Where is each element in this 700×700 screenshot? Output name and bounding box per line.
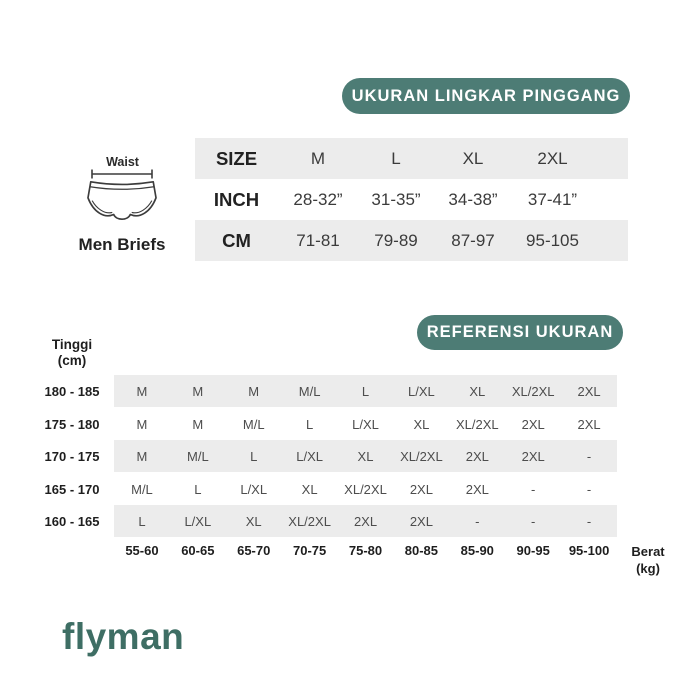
waist-size-table (195, 138, 628, 261)
reference-row-cells (114, 440, 617, 472)
reference-cell: - (531, 481, 536, 497)
size-table-cell: 87-97 (451, 230, 495, 250)
reference-cell: L/XL (352, 416, 379, 432)
size-table-cell: 2XL (537, 148, 568, 168)
size-table-row-header: CM (222, 229, 251, 251)
reference-cell: L (138, 513, 146, 529)
reference-cell: XL/2XL (455, 416, 499, 432)
reference-row (30, 440, 675, 472)
size-table-cell: 34-38” (448, 189, 498, 209)
waist-measure-label: Waist (106, 155, 139, 169)
weight-label: 60-65 (181, 543, 215, 558)
reference-cell: M/L (131, 481, 153, 497)
reference-cell: M (248, 383, 260, 399)
reference-cell: - (586, 513, 592, 529)
weight-label: 55-60 (125, 543, 159, 558)
size-table-cell: 31-35” (371, 189, 421, 209)
reference-cell: - (586, 481, 592, 497)
reference-section-badge-label: REFERENSI UKURAN (426, 323, 614, 341)
size-table-cell: 37-41” (527, 189, 578, 209)
reference-cell: XL/2XL (400, 448, 443, 464)
reference-cell: - (586, 448, 592, 464)
reference-cell: L/XL (240, 481, 268, 497)
weight-label: 85-90 (460, 543, 494, 558)
reference-cell: M (192, 383, 204, 399)
size-table-row-header: SIZE (215, 147, 258, 169)
reference-row-cells (114, 505, 617, 537)
reference-row-cells (114, 375, 617, 407)
height-axis-label (30, 337, 114, 369)
reference-cell: 2XL (577, 383, 601, 399)
reference-cell: L/XL (296, 448, 323, 464)
reference-cell: XL (245, 513, 262, 529)
weight-label: 70-75 (292, 543, 327, 558)
reference-cell: 2XL (353, 513, 378, 529)
reference-cell: M (192, 416, 204, 432)
reference-cell: L (194, 481, 202, 497)
height-axis-label-line2: (cm) (57, 353, 87, 368)
weight-label: 75-80 (348, 543, 383, 558)
size-table-cell: 71-81 (296, 230, 340, 250)
size-table-row-inch (195, 179, 628, 220)
weight-label: 80-85 (404, 543, 439, 558)
reference-row-height-label: 170 - 175 (44, 448, 100, 464)
reference-cell: 2XL (521, 448, 545, 464)
reference-row (30, 473, 675, 505)
reference-cell: L (306, 416, 314, 432)
reference-cell: M/L (242, 416, 265, 432)
reference-row-height-label: 160 - 165 (44, 513, 100, 529)
reference-cell: 2XL (465, 481, 489, 497)
reference-cell: XL (357, 448, 374, 464)
reference-cell: M (136, 448, 148, 464)
size-table-cell: 79-89 (374, 230, 418, 250)
reference-row (30, 505, 675, 537)
reference-cell: L (361, 383, 370, 399)
reference-cell: L/XL (408, 383, 435, 399)
reference-cell: XL/2XL (288, 513, 331, 529)
reference-cell: XL/2XL (511, 383, 555, 399)
reference-section-badge (417, 315, 623, 350)
height-axis-label-line1: Tinggi (51, 337, 93, 352)
reference-cell: 2XL (409, 481, 433, 497)
reference-row-cells (114, 473, 617, 505)
reference-cell: 2XL (465, 448, 489, 464)
size-table-cell: L (391, 148, 401, 168)
reference-cell: XL (301, 481, 318, 497)
weight-axis-row (30, 543, 700, 577)
reference-row (30, 375, 675, 407)
weight-label: 95-100 (568, 543, 610, 558)
reference-cell: M (136, 383, 148, 399)
reference-row (30, 408, 675, 440)
reference-cell: M (136, 416, 148, 432)
size-table-cell: 95-105 (526, 230, 579, 250)
reference-row-height-label: 175 - 180 (44, 416, 100, 432)
waist-section-badge-label: UKURAN LINGKAR PINGGANG (351, 86, 621, 105)
size-table-row-cm (195, 220, 628, 261)
weight-label: 90-95 (516, 543, 550, 558)
size-table-row-header: INCH (213, 188, 260, 210)
size-table-cell: 28-32” (293, 189, 343, 209)
reference-cell: 2XL (409, 513, 433, 529)
size-table-cell: M (310, 148, 326, 168)
reference-cell: XL (469, 383, 486, 399)
reference-cell: L (250, 448, 258, 464)
reference-row-height-label: 165 - 170 (44, 481, 100, 497)
size-table-cell: XL (462, 148, 484, 168)
waist-section-badge (342, 78, 630, 114)
weight-axis-label (617, 543, 679, 577)
weight-axis-label-line1: Berat (631, 544, 665, 559)
reference-cell: 2XL (521, 416, 545, 432)
reference-cell: - (531, 513, 536, 529)
reference-cell: XL/2XL (344, 481, 387, 497)
brand-logo: flyman (62, 616, 185, 657)
weight-axis-label-line2: (kg) (636, 561, 660, 576)
briefs-caption: Men Briefs (78, 235, 166, 254)
reference-cell: 2XL (577, 416, 601, 432)
reference-cell: - (475, 513, 480, 529)
reference-row-cells (114, 408, 617, 440)
reference-cell: L/XL (184, 513, 212, 529)
reference-cell: M/L (298, 383, 321, 399)
reference-cell: M/L (187, 448, 209, 464)
size-table-row-size (195, 138, 628, 179)
weight-label: 65-70 (237, 543, 271, 558)
briefs-icon (87, 177, 157, 227)
reference-row-height-label: 180 - 185 (44, 383, 100, 399)
reference-cell: XL (413, 416, 430, 432)
